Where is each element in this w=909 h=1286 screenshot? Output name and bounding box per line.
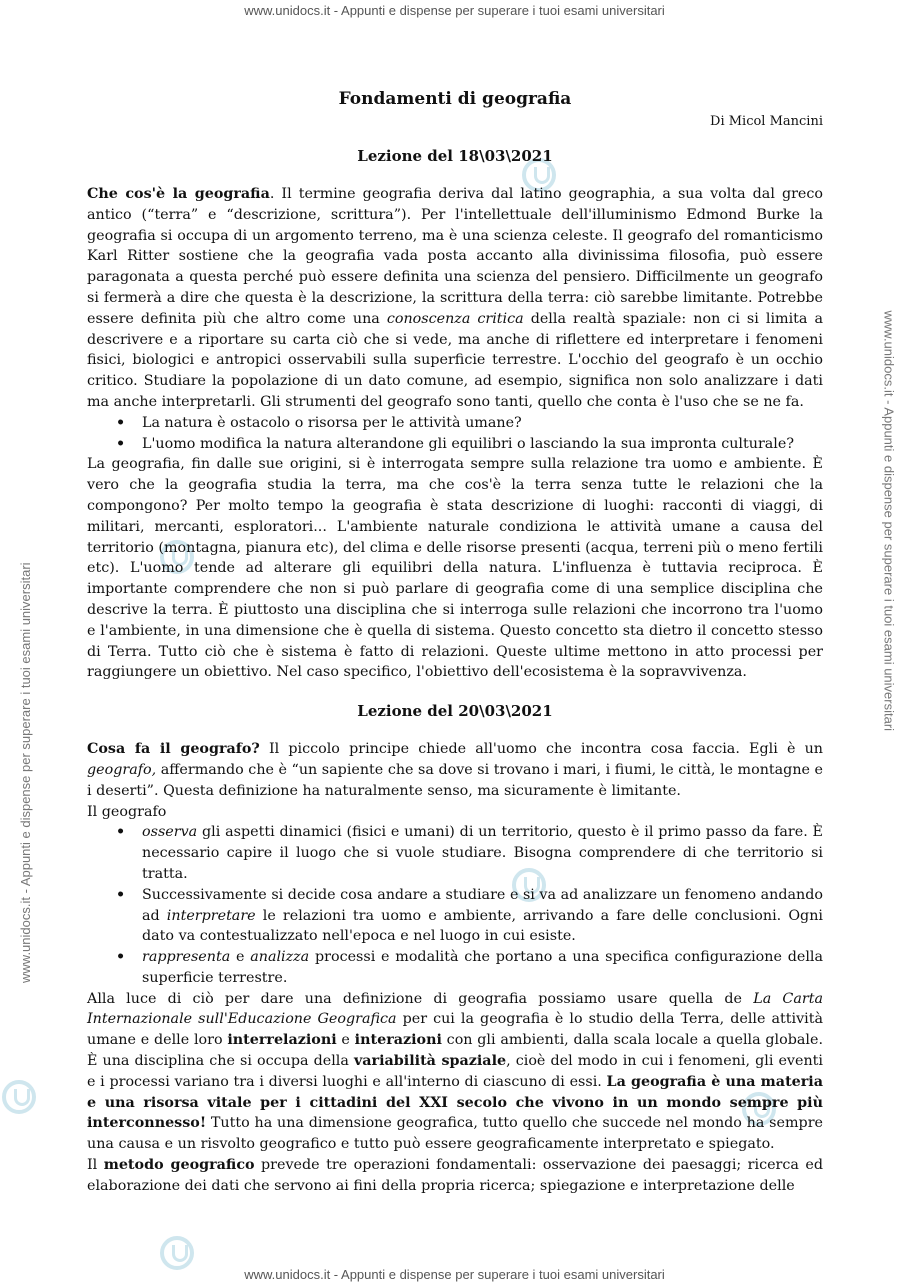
paragraph-1 bbox=[87, 184, 823, 413]
lesson-heading-2: Lezione del 20\03\2021 bbox=[357, 702, 553, 721]
paragraph-text: Il piccolo principe chiede all'uomo che incontra cosa faccia. Egli è un bbox=[259, 741, 823, 758]
paragraph-lead: Che cos'è la geografia bbox=[87, 186, 270, 202]
document-author: Di Micol Mancini bbox=[710, 114, 823, 129]
item-text: gli aspetti dinamici (fisici e umani) di un territorio, questo è il primo passo da fare. È necessario capire il luogo che si vuole studiare. Bisogna comprendere di che territorio si tratta. bbox=[142, 824, 823, 882]
watermark-top: www.unidocs.it - Appunti e dispense per superare i tuoi esami universitari bbox=[244, 3, 665, 18]
paragraph-3 bbox=[87, 739, 823, 801]
paragraph-text: prevede tre operazioni fondamentali: osservazione dei paesaggi; ricerca ed elaborazione dei dati che servono ai fini della propria ricerca; spiegazione e interpretazione delle bbox=[87, 1157, 824, 1194]
item-text: le relazioni tra uomo e ambiente, arrivando a fare delle conclusioni. Ogni dato va contestualizzato nell'epoca e nel luogo in cui esiste. bbox=[142, 907, 823, 945]
geografo-list bbox=[87, 822, 823, 988]
item-text: processi e modalità che portano a una specifica configurazione della superficie terrestre. bbox=[142, 949, 823, 986]
watermark-logo-icon bbox=[160, 1236, 194, 1270]
paragraph-2: La geografia, fin dalle sue origini, si è interrogata sempre sulla relazione tra uomo e ambiente. È vero che la geografia studia la terra, ma che cos'è la terra senza tutte le relazioni che la compongono? Per molto tempo la geografia è stata descrizione di luoghi: racconti di viaggi, di militari, mercanti, esploratori... L'ambiente naturale condiziona le attività umane a causa del territorio (montagna, pianura etc), del clima e delle risorse presenti (acqua, terreni più o meno fertili etc). L'uomo tende ad alterare gli equilibri della natura. L'influenza è tuttavia reciproca. È importante comprendere che non si può parlare di geografia come di una semplice disciplina che descrive la terra. È piuttosto una disciplina che si interroga sulle relazioni che incorrono tra l'uomo e l'ambiente, in una dimensione che è quella di sistema. Questo concetto sta dietro il concetto stesso di Terra. Tutto ciò che è sistema è fatto di relazioni. Queste ultime mettono in atto processi per raggiungere un obiettivo. Nel caso specifico, l'obiettivo dell'ecosistema è la sopravvivenza. bbox=[87, 456, 823, 681]
paragraph-text: Tutto ha una dimensione geografica, tutto quello che succede nel mondo ha sempre una causa e un risvolto geografico e tutto può essere geograficamente interpretato e spiegato. bbox=[87, 1115, 823, 1153]
lesson-heading-1: Lezione del 18\03\2021 bbox=[357, 147, 553, 165]
item-emphasis: rappresenta bbox=[142, 949, 231, 966]
watermark-logo-icon bbox=[2, 1080, 36, 1114]
watermark-bottom: www.unidocs.it - Appunti e dispense per superare i tuoi esami universitari bbox=[244, 1267, 665, 1282]
list-item bbox=[142, 947, 823, 989]
paragraph-5 bbox=[87, 1155, 823, 1197]
paragraph-emphasis: conoscenza critica bbox=[386, 310, 524, 327]
paragraph-emphasis: La Carta Internazionale sull'Educazione Geografica bbox=[87, 990, 823, 1028]
question-list bbox=[87, 413, 823, 455]
paragraph-4 bbox=[87, 989, 823, 1155]
paragraph-text: . Il termine geografia deriva dal latino geographia, a sua volta dal greco antico (“terra” e “descrizione, scrittura”). Per l'intellettuale dell'illuminismo Edmond Burke la geografia si occupa di un argomento terreno, ma è una scienza celeste. Il geografo del romanticismo Karl Ritter sostiene che la geografia vada posta accanto alla divinissima filosofia, può essere paragonata a questa perché può essere definita una scienza del pensiero. Difficilmente un geografo si fermerà a dire che questa è la descrizione, la scrittura della terra: ciò sarebbe limitante. Potrebbe essere definita più che altro come una bbox=[87, 186, 824, 327]
watermark-side-right: www.unidocs.it - Appunti e dispense per superare i tuoi esami universitari bbox=[881, 310, 897, 732]
document-page bbox=[87, 84, 823, 1197]
item-emphasis: osserva bbox=[142, 824, 198, 841]
paragraph-text: Alla luce di ciò per dare una definizione di geografia possiamo usare quella de bbox=[87, 990, 754, 1007]
paragraph-bold: La geografia è una materia e una risorsa vitale per i cittadini del XXI secolo che vivono in un mondo sempre più interconnesso! bbox=[87, 1073, 823, 1132]
paragraph-lead: Cosa fa il geografo? bbox=[87, 741, 260, 758]
paragraph-text: affermando che è “un sapiente che sa dove si trovano i mari, i fiumi, le città, le montagne e i deserti”. Questa definizione ha naturalmente senso, ma sicuramente è limitante. bbox=[87, 761, 823, 799]
paragraph-bold: interazioni bbox=[354, 1032, 442, 1049]
item-emphasis: analizza bbox=[250, 949, 310, 966]
item-emphasis: interpretare bbox=[166, 907, 256, 924]
paragraph-text: della realtà spaziale: non ci si limita a descrivere e a riportare su carta ciò che si vede, ma anche di riflettere ed interpretare i fenomeni fisici, biologici e antropici osservabili sulla superficie terrestre. L'occhio del geografo è un occhio critico. Studiare la popolazione di un dato comune, ad esempio, significa non solo analizzare i dati ma anche interpretarli. Gli strumenti del geografo sono tanti, quello che conta è l'uso che se ne fa. bbox=[87, 310, 823, 410]
list-item bbox=[142, 885, 823, 947]
item-text: e bbox=[230, 949, 251, 966]
paragraph-text: Il bbox=[87, 1157, 104, 1174]
paragraph-bold: metodo geografico bbox=[103, 1157, 255, 1174]
paragraph-text: e bbox=[336, 1032, 355, 1049]
document-title: Fondamenti di geografia bbox=[338, 89, 572, 109]
list-item: • La natura è ostacolo o risorsa per le attività umane? bbox=[142, 413, 823, 434]
geografo-label: Il geografo bbox=[87, 803, 167, 820]
item-text: Successivamente si decide cosa andare a studiare e si va ad analizzare un fenomeno andando ad bbox=[142, 886, 823, 924]
paragraph-text: , cioè del modo in cui i fenomeni, gli eventi e i processi variano tra i diversi luoghi e all'interno di ciascuno di essi. bbox=[87, 1053, 823, 1090]
watermark-side-left: www.unidocs.it - Appunti e dispense per superare i tuoi esami universitari bbox=[18, 562, 33, 983]
list-item bbox=[142, 822, 823, 884]
list-item: • L'uomo modifica la natura alterandone gli equilibri o lasciando la sua impronta culturale? bbox=[142, 434, 823, 455]
paragraph-text: per cui la geografia è lo studio della Terra, delle attività umane e delle loro bbox=[87, 1011, 823, 1049]
paragraph-text: con gli ambienti, dalla scala locale a quella globale. È una disciplina che si occupa della bbox=[87, 1032, 823, 1070]
paragraph-bold: variabilità spaziale bbox=[353, 1053, 507, 1070]
paragraph-bold: interrelazioni bbox=[227, 1032, 337, 1049]
paragraph-emphasis: geografo, bbox=[87, 761, 157, 778]
